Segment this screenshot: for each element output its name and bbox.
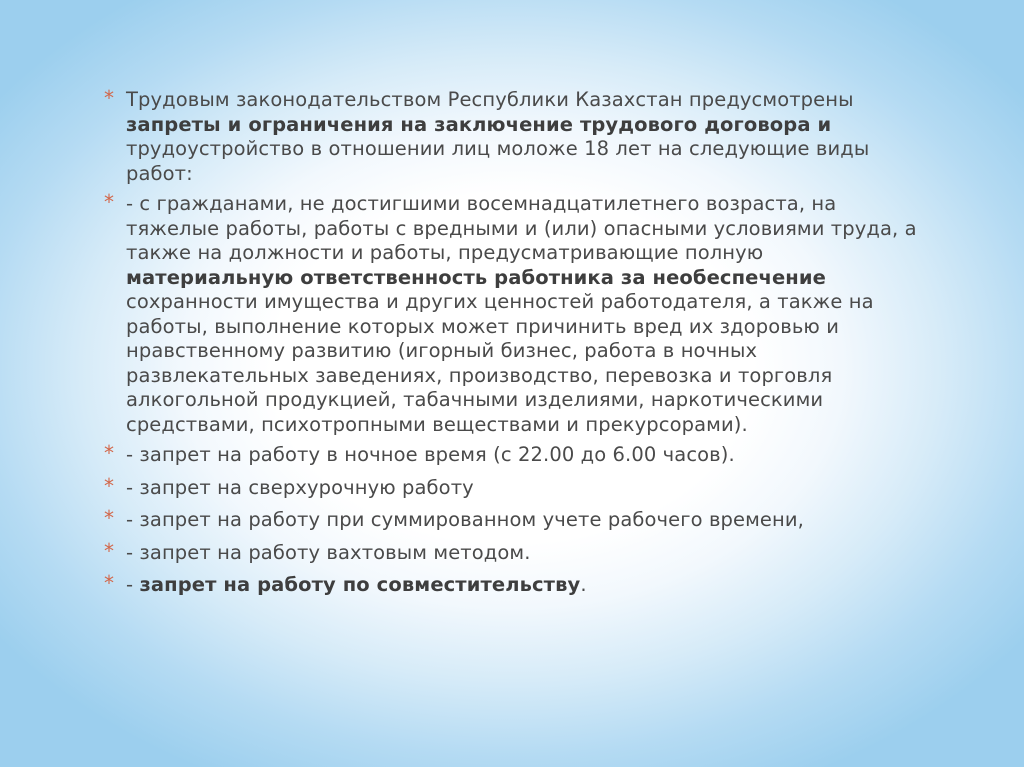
bullet-icon: * bbox=[104, 571, 115, 595]
bullet-icon: * bbox=[104, 190, 115, 214]
bullet-icon: * bbox=[104, 473, 115, 498]
list-item bbox=[104, 473, 934, 501]
bullet-icon: * bbox=[104, 506, 115, 530]
list-item bbox=[104, 508, 934, 533]
item-text: - запрет на работу в ночное время (с 22.00 до 6.00 часов). bbox=[126, 443, 735, 466]
bullet-icon: * bbox=[104, 441, 115, 465]
list-item bbox=[104, 573, 934, 598]
list-item bbox=[104, 88, 934, 186]
bullet-list bbox=[104, 88, 934, 606]
item-text: Трудовым законодательством Республики Казахстан предусмотрены запреты и ограничения на заключение трудового договора и трудоустройство в отношении лиц моложе 18 лет на следующие виды работ: bbox=[126, 88, 870, 185]
bullet-icon: * bbox=[104, 86, 115, 110]
item-text: - с гражданами, не достигшими восемнадцатилетнего возраста, на тяжелые работы, работы с вредными и (или) опасными условиями труда, а также на должности и работы, предусматривающие полную материальную ответственность работника за необеспечение сохранности имущества и других ценностей работодателя, а также на работы, выполнение которых может причинить вред их здоровью и нравственному развитию (игорный бизнес, работа в ночных развлекательных заведениях, производство, перевозка и торговля алкогольной продукцией, табачными изделиями, наркотическими средствами, психотропными веществами и прекурсорами). bbox=[126, 192, 917, 436]
list-item bbox=[104, 192, 934, 437]
list-item bbox=[104, 538, 934, 566]
list-item bbox=[104, 443, 934, 468]
bullet-icon: * bbox=[104, 538, 115, 563]
item-text: - запрет на работу вахтовым методом. bbox=[126, 540, 531, 564]
item-text: - запрет на работу при суммированном учете рабочего времени, bbox=[126, 508, 804, 531]
item-text: - запрет на сверхурочную работу bbox=[126, 475, 474, 499]
item-text: - запрет на работу по совместительству. bbox=[126, 573, 587, 596]
